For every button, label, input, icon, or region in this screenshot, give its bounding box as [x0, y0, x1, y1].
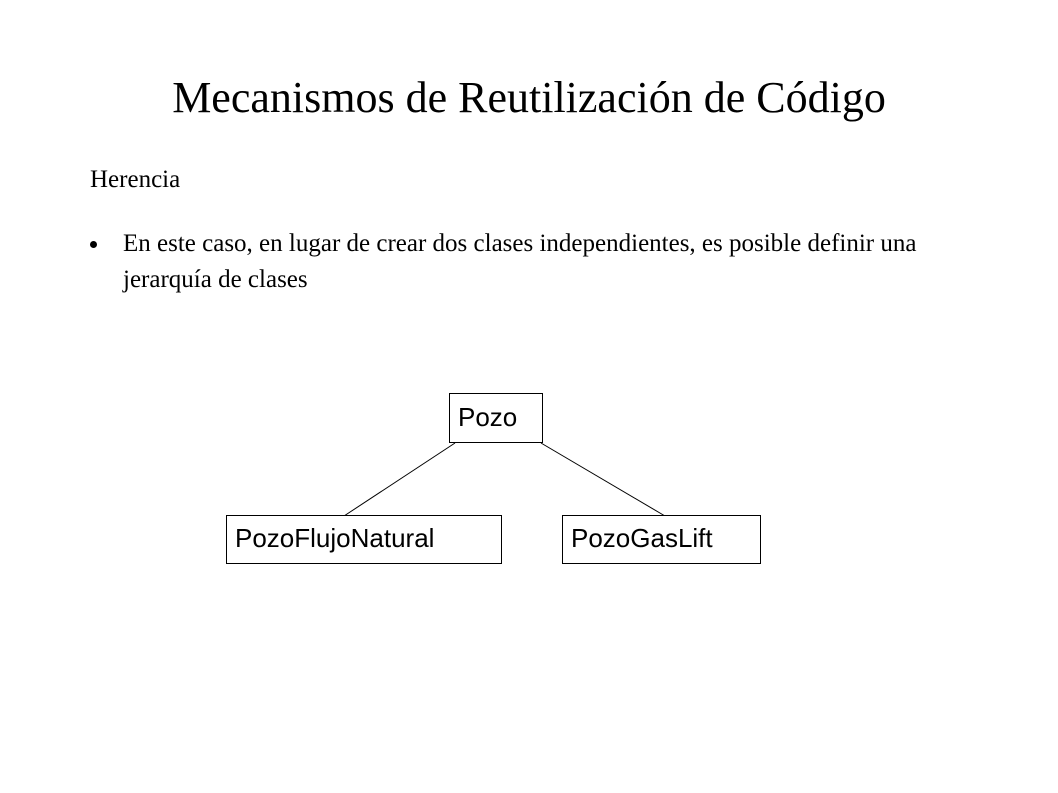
- class-box-child: [563, 516, 761, 564]
- class-box-child: [227, 516, 502, 564]
- class-box-child-label: PozoFlujoNatural: [235, 523, 435, 553]
- class-box-parent-label: Pozo: [458, 402, 518, 432]
- class-box-parent: [450, 394, 543, 443]
- section-heading: Herencia: [90, 166, 181, 193]
- bullet-text: En este caso, en lugar de crear dos clases independientes, es posible definir una jerarquía de clases: [123, 230, 917, 293]
- slide-title: Mecanismos de Reutilización de Código: [172, 73, 886, 122]
- class-box-child-label: PozoGasLift: [571, 523, 713, 553]
- inheritance-line-left: [344, 443, 455, 516]
- inheritance-line-right: [541, 443, 665, 516]
